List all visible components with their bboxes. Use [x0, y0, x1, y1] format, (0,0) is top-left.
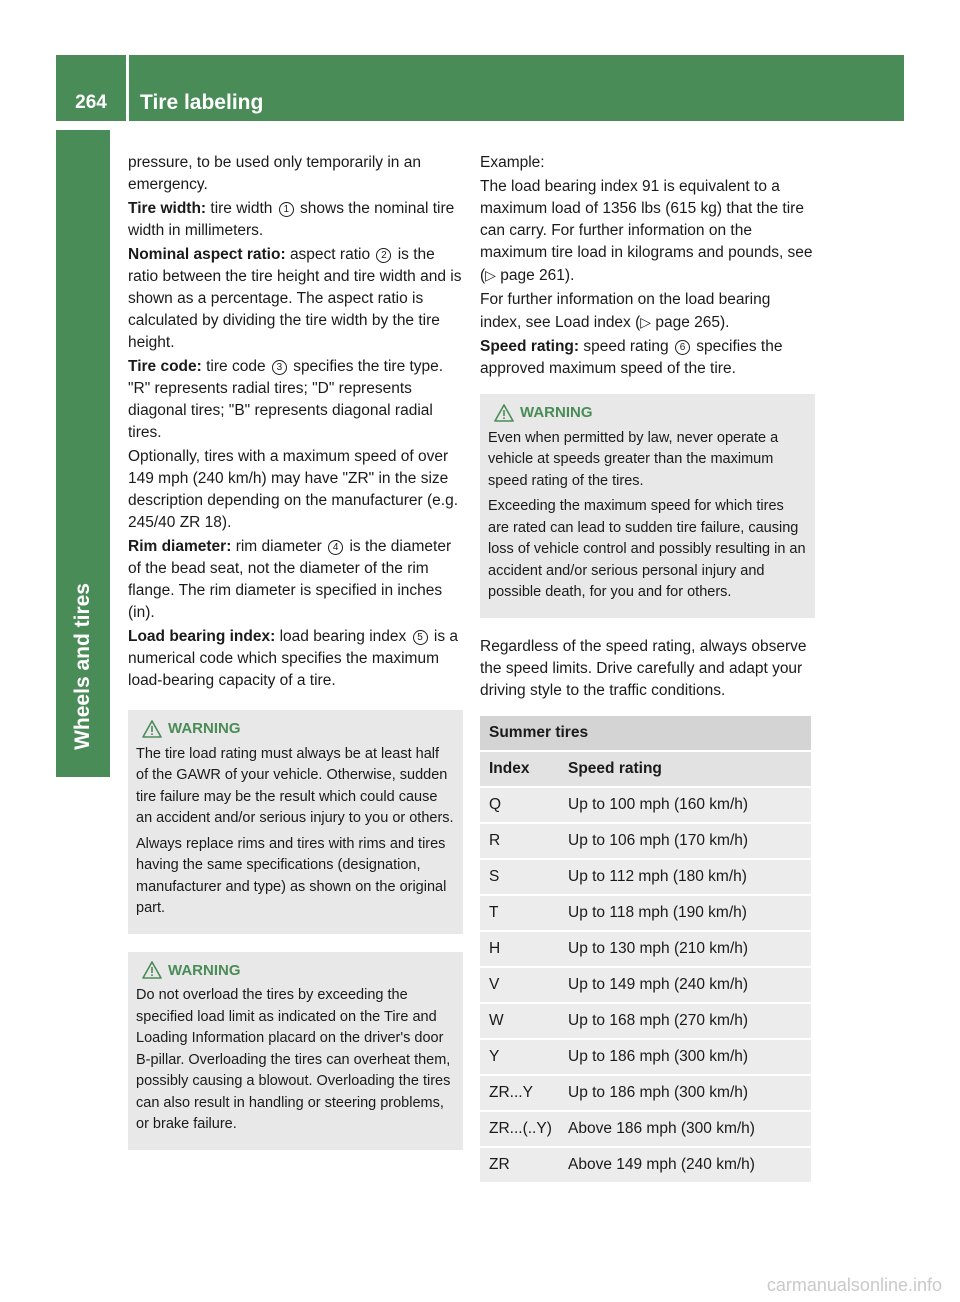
- example-paragraph: The load bearing index 91 is equivalent to a maximum load of 1356 lbs (615 kg) that the tire can carry. For further information on the maximum tire load in kilograms and pounds, see (▷ page 261).: [480, 178, 813, 284]
- warning-triangle-icon: [142, 961, 162, 979]
- warning-triangle-icon: [142, 720, 162, 738]
- warning-title: WARNING: [168, 720, 241, 737]
- page-number: 264: [56, 55, 126, 121]
- callout-4-icon: 4: [328, 540, 343, 555]
- table-row: T Up to 118 mph (190 km/h): [480, 895, 811, 931]
- table-row: H Up to 130 mph (210 km/h): [480, 931, 811, 967]
- summer-tires-table: [480, 716, 811, 1182]
- callout-1-icon: 1: [279, 202, 294, 217]
- further-info-paragraph: For further information on the load bearing index, see Load index (▷ page 265).: [480, 291, 771, 331]
- page-ref-arrow-icon: ▷: [640, 314, 652, 330]
- column-header-index: Index: [480, 751, 559, 787]
- warning-title: WARNING: [168, 961, 241, 979]
- tire-width-paragraph: Tire width: tire width 1 shows the nominal tire width in millimeters.: [128, 200, 455, 239]
- table-row: ZR...(..Y) Above 186 mph (300 km/h): [480, 1111, 811, 1147]
- callout-2-icon: 2: [376, 248, 391, 263]
- table-row: W Up to 168 mph (270 km/h): [480, 1003, 811, 1039]
- page-title: Tire labeling: [129, 55, 904, 121]
- speed-rating-paragraph: Speed rating: speed rating 6 specifies the approved maximum speed of the tire.: [480, 338, 783, 377]
- callout-5-icon: 5: [413, 630, 428, 645]
- page-ref-arrow-icon: ▷: [485, 267, 496, 283]
- warning-text: The tire load rating must always be at least half of the GAWR of your vehicle. Otherwise, sudden tire failure may be the result which could cause an accident and/or serious injury to you or others.: [136, 745, 454, 826]
- left-column: [128, 152, 463, 1168]
- table-row: R Up to 106 mph (170 km/h): [480, 823, 811, 859]
- column-header-speed: Speed rating: [559, 751, 811, 787]
- footer-watermark: carmanualsonline.info: [766, 1275, 942, 1295]
- callout-3-icon: 3: [272, 360, 287, 375]
- tire-code-paragraph: Tire code: tire code 3 specifies the tire type. "R" represents radial tires; "D" represents diagonal tires; "B" represents diagonal radial tires.: [128, 358, 444, 441]
- table-row: ZR Above 149 mph (240 km/h): [480, 1147, 811, 1182]
- table-row: V Up to 149 mph (240 km/h): [480, 967, 811, 1003]
- table-row: Q Up to 100 mph (160 km/h): [480, 787, 811, 823]
- table-caption: Summer tires: [480, 716, 811, 751]
- warning-box-overload: [128, 952, 463, 1150]
- warning-title: WARNING: [520, 404, 593, 421]
- warning-text: Even when permitted by law, never operate a vehicle at speeds greater than the maximum speed rating of the tires.: [488, 429, 779, 489]
- right-column: [480, 152, 815, 1182]
- regardless-paragraph: Regardless of the speed rating, always observe the speed limits. Drive carefully and adapt your driving style to the traffic conditions.: [480, 637, 807, 699]
- warning-text: Do not overload the tires by exceeding the specified load limit as indicated on the Tire and Loading Information placard on the driver's door B-pillar. Overloading the tires can overheat them, possibly causing a blowout. Overloading the tires can also result in handling or steering problems, or brake failure.: [136, 987, 451, 1132]
- example-label: Example:: [480, 154, 545, 171]
- table-row: ZR...Y Up to 186 mph (300 km/h): [480, 1075, 811, 1111]
- warning-box-speed: [480, 394, 815, 618]
- side-tab-label: Wheels and tires: [71, 583, 94, 750]
- load-index-paragraph: Load bearing index: load bearing index 5 is a numerical code which specifies the maximum load-bearing capacity of a tire.: [128, 628, 459, 689]
- warning-text: Always replace rims and tires with rims and tires having the same specifications (designation, manufacturer and type) as shown on the original part.: [136, 835, 447, 916]
- continued-paragraph: pressure, to be used only temporarily in an emergency.: [128, 154, 421, 193]
- warning-box-load-rating: [128, 710, 463, 934]
- callout-6-icon: 6: [675, 340, 690, 355]
- table-row: S Up to 112 mph (180 km/h): [480, 859, 811, 895]
- zr-paragraph: Optionally, tires with a maximum speed of over 149 mph (240 km/h) may have "ZR" in the size description depending on the manufacturer (e.g. 245/40 ZR 18).: [128, 448, 459, 531]
- aspect-ratio-paragraph: Nominal aspect ratio: aspect ratio 2 is the ratio between the tire height and tire width and is shown as a percentage. The aspect ratio is calculated by dividing the tire width by the tire height.: [128, 246, 462, 351]
- warning-text: Exceeding the maximum speed for which tires are rated can lead to sudden tire failure, causing loss of vehicle control and possibly resulting in an accident and/or serious personal injury and possible death, for you and for others.: [488, 498, 806, 600]
- table-row: Y Up to 186 mph (300 km/h): [480, 1039, 811, 1075]
- rim-diameter-paragraph: Rim diameter: rim diameter 4 is the diameter of the bead seat, not the diameter of the rim flange. The rim diameter is specified in inches (in).: [128, 538, 452, 621]
- warning-triangle-icon: [494, 404, 514, 422]
